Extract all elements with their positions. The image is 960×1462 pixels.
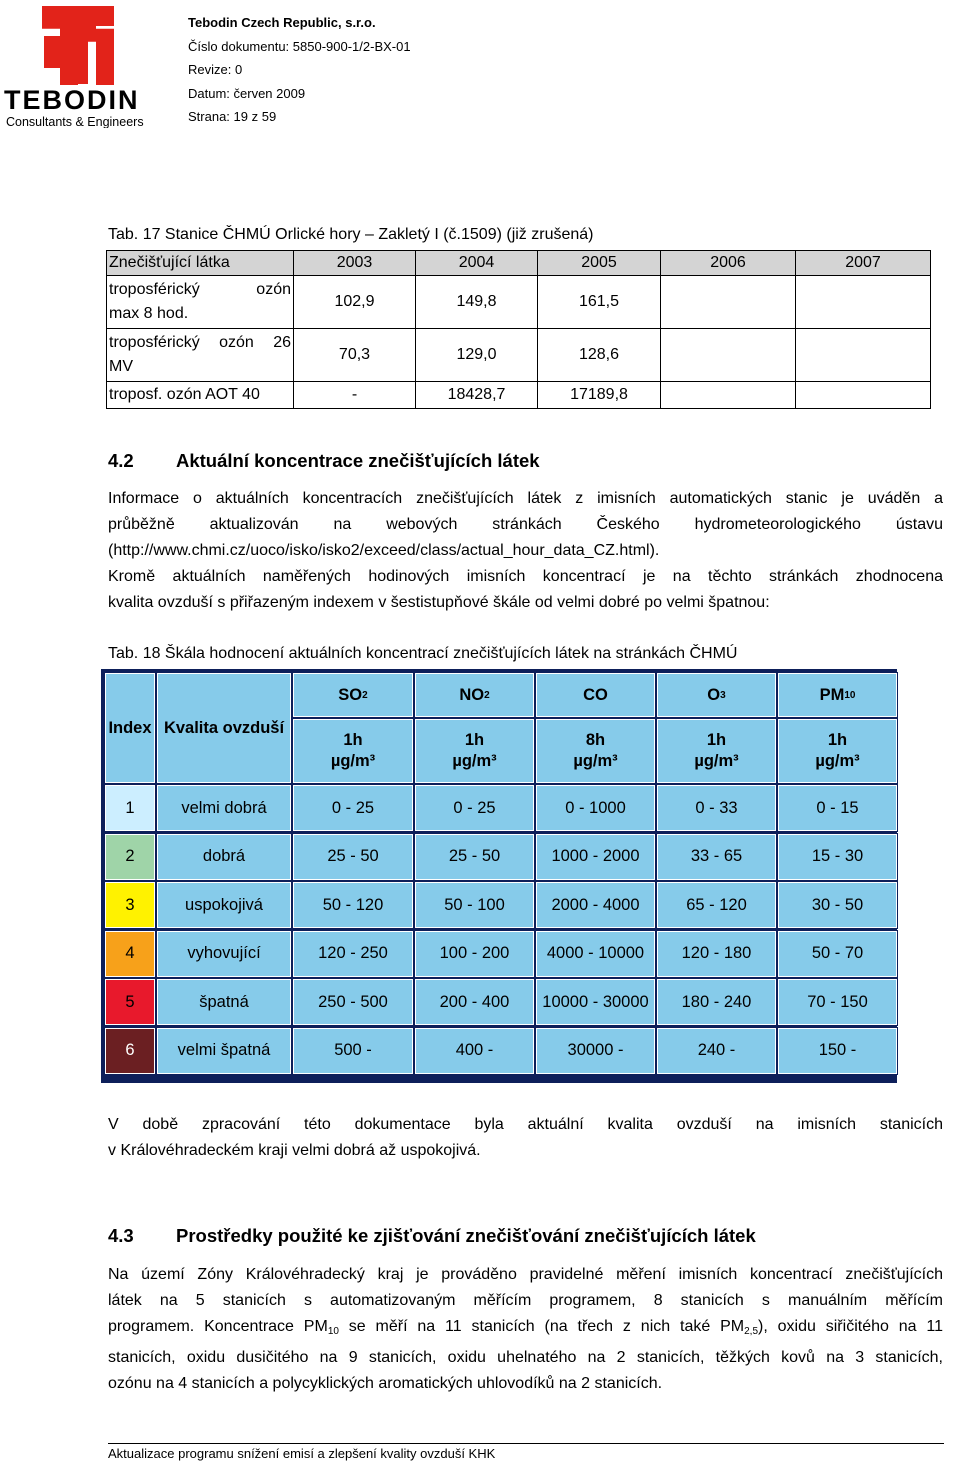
cell <box>661 276 796 329</box>
table-row <box>107 276 931 329</box>
page-number: Strana: 19 z 59 <box>188 109 277 124</box>
range-cell: 25 - 50 <box>415 834 534 880</box>
conclusion-text: V době zpracování této dokumentace byla aktuální kvalita ovzduší na imisních stanicích v Královéhradeckém kraji velmi dobrá až uspokojivá. <box>108 1116 943 1159</box>
cell: 17189,8 <box>538 382 661 409</box>
pollutant-unit-header: 1h µg/m³ <box>293 719 413 783</box>
section-4-3-text: Na území Zóny Královéhradecký kraj je prováděno pravidelné měření imisních koncentrací znečišťujících látek na 5 stanicích s automatizovaným měřícím programem, 8 stanicích s manuálním měřícím programem. Koncentrace $PM_{10}$ se měří na 11 stanicích (na třech z nich také $PM_{2,5}$), oxidu siřičitého na 11 stanicích, oxidu dusičitého na 9 stanicích, oxidu uhelnatého na 2 stanicích, těžkých kovů na 3 stanicích, ozónu na 4 stanicích a polycyklických aromatických uhlovodíků na 2 stanicích. <box>108 1266 944 1392</box>
index-cell: 5 <box>105 979 155 1025</box>
date: Datum: červen 2009 <box>188 85 306 101</box>
col-header: 2005 <box>538 251 661 276</box>
quality-cell: vyhovující <box>157 931 291 977</box>
col-header: 2003 <box>294 251 416 276</box>
cell <box>661 382 796 409</box>
cell: 70,3 <box>294 329 416 382</box>
pollutant-unit-header: 1h µg/m³ <box>778 719 897 783</box>
range-cell: 0 - 33 <box>657 785 776 831</box>
range-cell: 50 - 70 <box>778 931 897 977</box>
pollutant-unit-header: 1h µg/m³ <box>415 719 534 783</box>
table-header-row <box>107 251 931 276</box>
footer-text: Aktualizace programu snížení emisí a zlepšení kvality ovzduší KHK <box>108 1446 496 1461</box>
range-cell: 2000 - 4000 <box>536 882 655 928</box>
range-cell: 120 - 250 <box>293 931 413 977</box>
cell <box>796 329 931 382</box>
range-cell: 33 - 65 <box>657 834 776 880</box>
table18 <box>101 669 897 1083</box>
quality-cell: velmi špatná <box>157 1028 291 1074</box>
pollutant-unit-header: 1h µg/m³ <box>657 719 776 783</box>
col-header-index: Index <box>105 673 155 783</box>
tebodin-logo <box>4 6 154 128</box>
range-cell: 240 - <box>657 1028 776 1074</box>
row-label: troposférický ozón 26 MV <box>107 329 294 382</box>
document-header <box>188 11 411 129</box>
range-cell: 400 - <box>415 1028 534 1074</box>
range-cell: 1000 - 2000 <box>536 834 655 880</box>
index-cell: 2 <box>105 834 155 880</box>
doc-number: Číslo dokumentu: 5850-900-1/2-BX-01 <box>188 38 411 54</box>
index-cell: 3 <box>105 882 155 928</box>
logo-tagline: Consultants & Engineers <box>6 115 144 128</box>
range-cell: 50 - 100 <box>415 882 534 928</box>
table17-caption: Tab. 17 Stanice ČHMÚ Orlické hory – Zakletý I (č.1509) (již zrušená) <box>108 226 594 243</box>
pollutant-unit-header: 8h µg/m³ <box>536 719 655 783</box>
table18-caption: Tab. 18 Škála hodnocení aktuálních koncentrací znečišťujících látek na stránkách ČHMÚ <box>108 645 738 662</box>
pollutant-header: CO <box>536 673 655 717</box>
col-header-quality: Kvalita ovzduší <box>157 673 291 783</box>
pollutant-header: O 3 <box>657 673 776 717</box>
range-cell: 150 - <box>778 1028 897 1074</box>
cell: 18428,7 <box>416 382 538 409</box>
logo-text: TEBODIN <box>4 85 140 115</box>
company-name: Tebodin Czech Republic, s.r.o. <box>188 15 376 30</box>
cell: 128,6 <box>538 329 661 382</box>
col-header: 2007 <box>796 251 931 276</box>
section-heading-4-2: 4.2 Aktuální koncentrace znečišťujících látek <box>108 450 540 471</box>
range-cell: 15 - 30 <box>778 834 897 880</box>
cell: 129,0 <box>416 329 538 382</box>
quality-cell: dobrá <box>157 834 291 880</box>
row-label: troposférický ozón max 8 hod. <box>107 276 294 329</box>
range-cell: 0 - 25 <box>293 785 413 831</box>
index-cell: 1 <box>105 785 155 831</box>
range-cell: 70 - 150 <box>778 979 897 1025</box>
range-cell: 0 - 1000 <box>536 785 655 831</box>
cell <box>661 329 796 382</box>
range-cell: 30 - 50 <box>778 882 897 928</box>
table-row <box>107 382 931 409</box>
col-header: 2004 <box>416 251 538 276</box>
footer-rule <box>108 1443 944 1444</box>
cell: 149,8 <box>416 276 538 329</box>
range-cell: 50 - 120 <box>293 882 413 928</box>
cell: 102,9 <box>294 276 416 329</box>
cell: 161,5 <box>538 276 661 329</box>
quality-cell: uspokojivá <box>157 882 291 928</box>
range-cell: 250 - 500 <box>293 979 413 1025</box>
range-cell: 30000 - <box>536 1028 655 1074</box>
table-row <box>107 329 931 382</box>
pollutant-header: SO 2 <box>293 673 413 717</box>
range-cell: 200 - 400 <box>415 979 534 1025</box>
cell <box>796 382 931 409</box>
range-cell: 65 - 120 <box>657 882 776 928</box>
cell <box>796 276 931 329</box>
table17 <box>106 250 931 409</box>
index-cell: 6 <box>105 1028 155 1074</box>
range-cell: 0 - 15 <box>778 785 897 831</box>
range-cell: 120 - 180 <box>657 931 776 977</box>
col-header: 2006 <box>661 251 796 276</box>
pollutant-header: NO 2 <box>415 673 534 717</box>
range-cell: 0 - 25 <box>415 785 534 831</box>
index-cell: 4 <box>105 931 155 977</box>
col-header: Znečišťující látka <box>107 251 294 276</box>
range-cell: 180 - 240 <box>657 979 776 1025</box>
row-label: troposf. ozón AOT 40 <box>107 382 294 409</box>
revision: Revize: 0 <box>188 62 243 77</box>
range-cell: 4000 - 10000 <box>536 931 655 977</box>
cell: - <box>294 382 416 409</box>
quality-cell: velmi dobrá <box>157 785 291 831</box>
range-cell: 100 - 200 <box>415 931 534 977</box>
range-cell: 500 - <box>293 1028 413 1074</box>
pollutant-header: PM 10 <box>778 673 897 717</box>
range-cell: 25 - 50 <box>293 834 413 880</box>
range-cell: 10000 - 30000 <box>536 979 655 1025</box>
quality-cell: špatná <box>157 979 291 1025</box>
section-4-2-text: Informace o aktuálních koncentracích znečišťujících látek z imisních automatických stanic je uváděn a průběžně aktualizován na webových stránkách Českého hydrometeorologického ústavu (http://www.chmi.cz/uoco/isko/isko2/exceed/class/actual_hour_data_CZ.html). Kromě aktuálních naměřených hodinových imisních koncentrací je na těchto stránkách zhodnocena kvalita ovzduší s přiřazeným indexem v šestistupňové škále od velmi dobré po velmi špatnou: <box>108 490 943 611</box>
section-heading-4-3: 4.3 Prostředky použité ke zjišťování znečišťování znečišťujících látek <box>108 1225 756 1246</box>
